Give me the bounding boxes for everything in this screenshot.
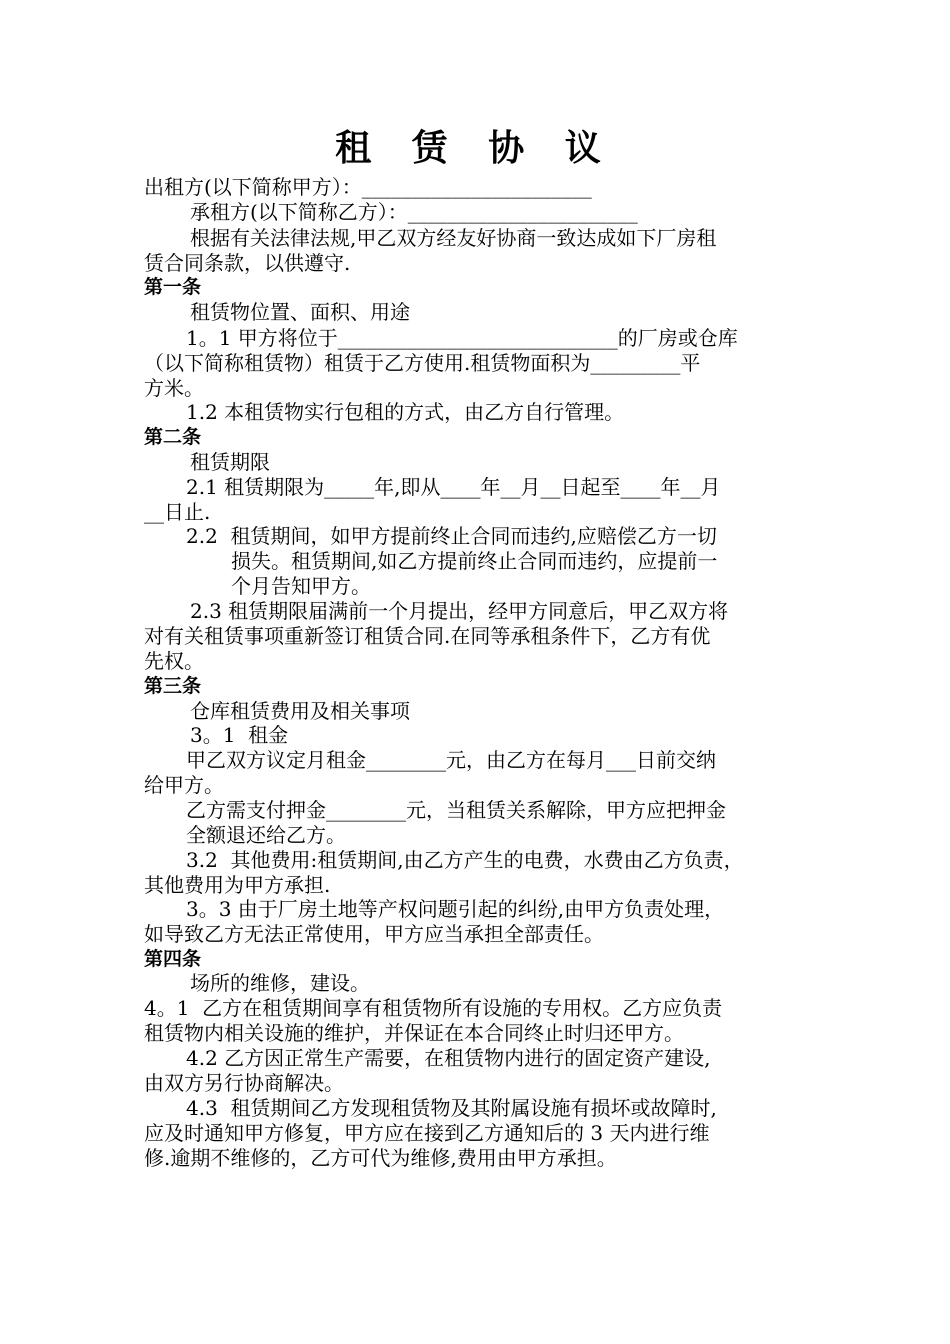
text-line: 3。1 租金 xyxy=(190,723,289,747)
text-line: 出租方(以下简称甲方）：_______________________ xyxy=(144,175,592,199)
text-line: 4。1 乙方在租赁期间享有租赁物所有设施的专用权。乙方应负责 xyxy=(144,996,723,1020)
article-heading: 第一条 xyxy=(144,276,202,298)
text-line: 如导致乙方无法正常使用，甲方应当承担全部责任。 xyxy=(144,922,604,946)
article-heading: 第二条 xyxy=(144,426,202,448)
article-heading: 第四条 xyxy=(144,948,202,970)
text-line: 应及时通知甲方修复，甲方应在接到乙方通知后的 3 天内进行维 xyxy=(144,1121,710,1145)
text-line: 根据有关法律法规,甲乙双方经友好协商一致达成如下厂房租 xyxy=(190,226,717,250)
text-line: 仓库租赁费用及相关事项 xyxy=(190,699,410,723)
text-line: 3.2 其他费用:租赁期间,由乙方产生的电费，水费由乙方负责， xyxy=(186,848,744,872)
text-line: 个月告知甲方。 xyxy=(231,574,371,598)
text-line: 先权。 xyxy=(144,649,204,673)
text-line: （以下简称租赁物）租赁于乙方使用.租赁物面积为_________平 xyxy=(144,351,701,375)
document-title: 租 赁 协 议 xyxy=(335,128,615,169)
text-line: 对有关租赁事项重新签订租赁合同.在同等承租条件下，乙方有优 xyxy=(144,624,711,648)
text-line: 乙方需支付押金________元，当租赁关系解除，甲方应把押金 xyxy=(186,798,726,822)
text-line: 给甲方。 xyxy=(144,773,224,797)
text-line: 由双方另行协商解决。 xyxy=(144,1071,344,1095)
text-line: 4.2 乙方因正常生产需要，在租赁物内进行的固定资产建设, xyxy=(186,1046,711,1070)
text-line: 3。3 由于厂房土地等产权问题引起的纠纷,由甲方负责处理， xyxy=(186,897,725,921)
article-heading: 第三条 xyxy=(144,675,202,697)
text-line: 方米。 xyxy=(144,376,204,400)
text-line: 2.2 租赁期间，如甲方提前终止合同而违约,应赔偿乙方一切 xyxy=(186,524,717,548)
text-line: 赁合同条款，以供遵守. xyxy=(144,251,351,275)
text-line: 租赁期限 xyxy=(190,450,270,474)
text-line: 1.2 本租赁物实行包租的方式，由乙方自行管理。 xyxy=(186,400,625,424)
text-line: 2.3 租赁期限届满前一个月提出，经甲方同意后，甲乙双方将 xyxy=(190,599,729,623)
text-line: 损失。租赁期间,如乙方提前终止合同而违约，应提前一 xyxy=(231,549,718,573)
text-line: 其他费用为甲方承担. xyxy=(144,873,331,897)
text-line: 甲乙双方议定月租金________元，由乙方在每月___日前交纳 xyxy=(186,748,716,772)
text-line: 1。1 甲方将位于____________________________的厂房或仓库 xyxy=(186,326,738,350)
text-line: 场所的维修，建设。 xyxy=(190,971,370,995)
text-line: __日止. xyxy=(144,500,211,524)
text-line: 承租方(以下简称乙方）：_______________________ xyxy=(190,200,638,224)
text-line: 全额退还给乙方。 xyxy=(186,823,346,847)
text-line: 租赁物位置、面积、用途 xyxy=(190,300,410,324)
text-line: 修.逾期不维修的，乙方可代为维修,费用由甲方承担。 xyxy=(144,1146,617,1170)
text-line: 2.1 租赁期限为_____年,即从____年__月__日起至____年__月 xyxy=(186,475,721,499)
text-line: 4.3 租赁期间乙方发现租赁物及其附属设施有损坏或故障时, xyxy=(186,1096,717,1120)
text-line: 租赁物内相关设施的维护，并保证在本合同终止时归还甲方。 xyxy=(144,1021,684,1045)
